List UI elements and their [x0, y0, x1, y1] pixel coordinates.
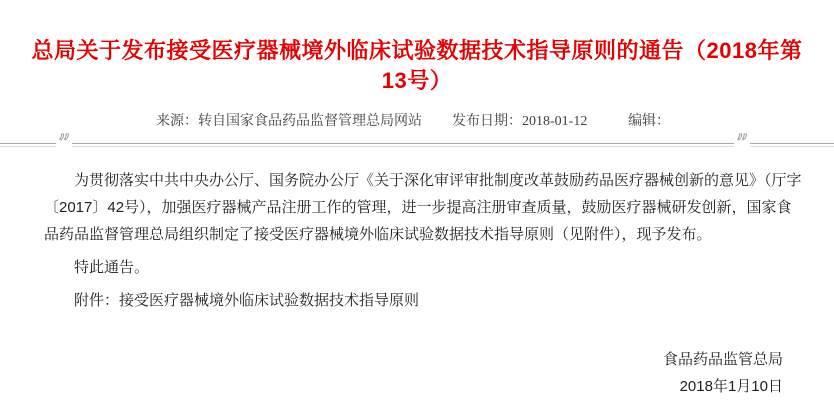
issuer-name: 食品药品监管总局 [662, 351, 783, 368]
meta-editor-label: 编辑： [628, 112, 670, 128]
closing-line: 特此通告。 [74, 259, 150, 276]
attachment-line [44, 287, 806, 314]
quote-decoration-icon: ” [736, 130, 749, 158]
attachment-link[interactable]: 接受医疗器械境外临床试验数据技术指导原则 [119, 292, 420, 309]
meta-publish-date [452, 110, 587, 130]
meta-editor [628, 110, 670, 130]
page-title: 总局关于发布接受医疗器械境外临床试验数据技术指导原则的通告（2018年第13号） [31, 38, 803, 93]
attachment-label: 附件： [74, 292, 120, 309]
issue-date: 2018年1月10日 [679, 378, 783, 395]
meta-source-value: 转自国家食品药品监督管理总局网站 [198, 112, 422, 128]
meta-publish-date-label: 发布日期： [452, 112, 522, 128]
body-paragraph: 为贯彻落实中共中央办公厅、国务院办公厅《关于深化审评审批制度改革鼓励药品医疗器械创新的意见》（厅字〔2017〕42号），加强医疗器械产品注册工作的管理，进一步提高注册审查质量，鼓励医疗器械研发创新，国家食品药品监督管理总局组织制定了接受医疗器械境外临床试验数据技术指导原则（见附件），现予发布。 [44, 172, 802, 243]
section-divider [0, 130, 834, 158]
meta-source [156, 110, 422, 130]
meta-publish-date-value: 2018-01-12 [522, 114, 588, 129]
signature-block [44, 346, 806, 400]
meta-row [0, 110, 834, 129]
notice-body [44, 167, 806, 400]
meta-source-label: 来源： [156, 112, 198, 128]
quote-decoration-icon: ” [58, 130, 71, 158]
